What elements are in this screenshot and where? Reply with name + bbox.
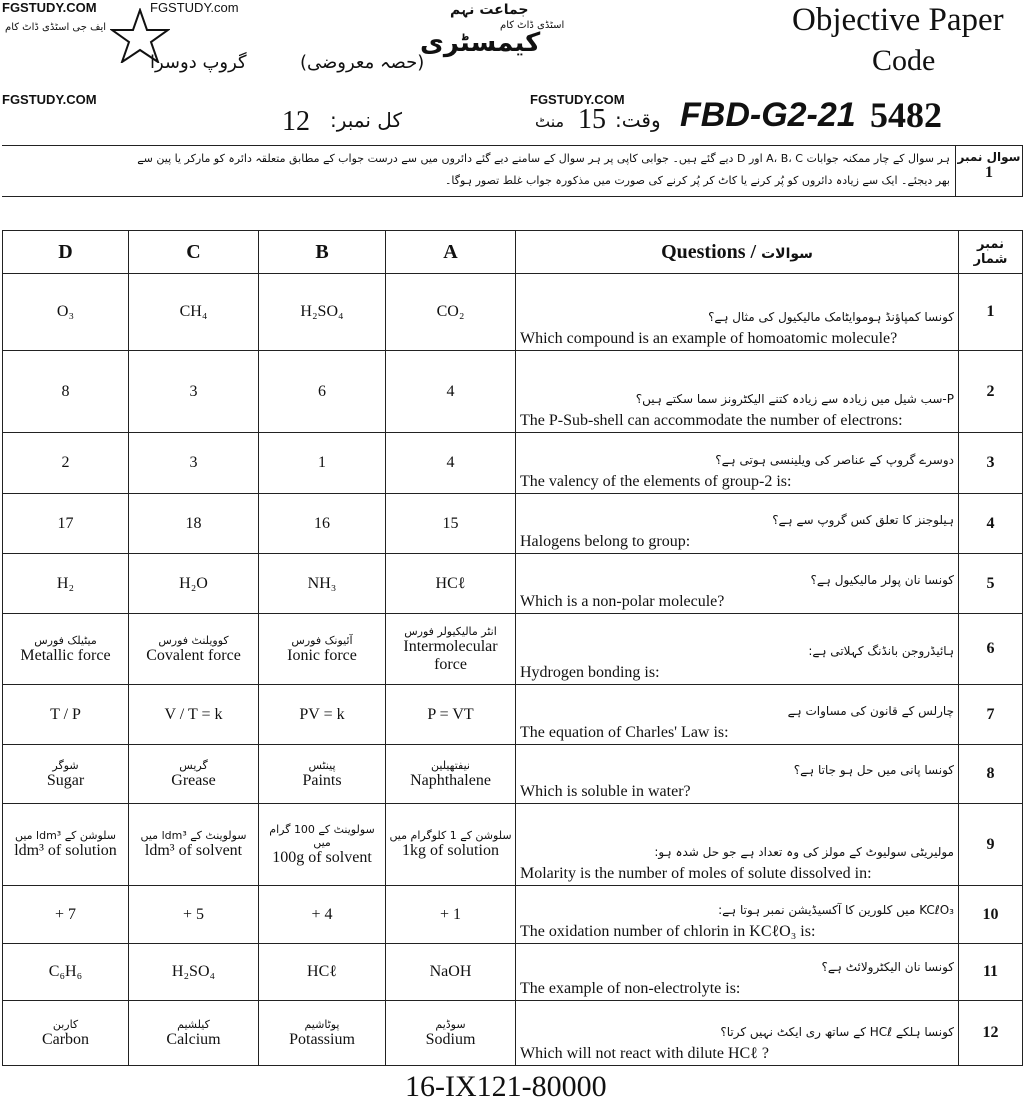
question-urdu: کونسا ہلکے HCℓ کے ساتھ ری ایکٹ نہیں کرتا؟ [720, 1025, 954, 1039]
option-a [386, 433, 516, 494]
instruction-line-1: ہر سوال کے چار ممکنہ جوابات A، B، C اور D دیے گئے ہیں۔ جوابی کاپی پر ہر سوال کے سامنے دیے گئے دائروں میں سے درست جواب کے مطابق متعلقہ دائرہ کو مارکر یا پین سے [137, 152, 950, 165]
option-text: Covalent force [146, 646, 241, 664]
option-d [3, 745, 129, 804]
question [516, 494, 959, 554]
option-text: P = VT [427, 705, 474, 723]
option-text: PV = k [299, 705, 345, 723]
footer-code: 16-IX121-80000 [405, 1070, 607, 1103]
time-value: 15 [578, 104, 606, 135]
option-urdu: سلوشن کے ldm³ میں [14, 829, 117, 842]
group: گروپ دوسرا [150, 52, 247, 73]
question-number: 5 [959, 554, 1023, 614]
option-text: ldm³ of solvent [144, 842, 243, 859]
question-urdu: کونسا نان پولر مالیکیول ہے؟ [810, 573, 954, 587]
questions-label: Questions [661, 240, 746, 263]
question-number: 10 [959, 886, 1023, 944]
total-marks-label: کل نمبر: [330, 108, 402, 132]
option-c [129, 433, 259, 494]
option-c [129, 804, 259, 886]
option-text: H₂SO₄ [300, 303, 344, 320]
question-urdu: کونسا پانی میں حل ہو جاتا ہے؟ [793, 763, 954, 777]
question [516, 614, 959, 685]
option-urdu: کوویلنٹ فورس [158, 633, 229, 647]
option-text: V / T = k [164, 705, 223, 723]
question-english: Which is a non-polar molecule? [520, 593, 725, 610]
option-d [3, 685, 129, 745]
section: (حصہ معروضی) [300, 52, 425, 73]
option-d [3, 1001, 129, 1066]
option-a [386, 745, 516, 804]
option-urdu: شوگر [52, 758, 79, 772]
table-row [3, 554, 1023, 614]
header-number: نمبر شمار [959, 231, 1023, 274]
option-c [129, 614, 259, 685]
option-b [259, 614, 386, 685]
option-b [259, 886, 386, 944]
questions-urdu-label: سوالات [761, 245, 813, 262]
total-marks: 12 [282, 106, 310, 137]
option-text: Potassium [289, 1030, 355, 1048]
table-row [3, 886, 1023, 944]
question-number: 8 [959, 745, 1023, 804]
table-row [3, 1001, 1023, 1066]
time-unit: منٹ [535, 112, 565, 131]
question-english: Which will not react with dilute HCℓ ? [520, 1045, 769, 1062]
question-number: 12 [959, 1001, 1023, 1066]
option-text: C₆H₆ [48, 963, 83, 980]
header-b: B [259, 231, 386, 274]
header-d: D [3, 231, 129, 274]
option-text: + 7 [54, 905, 77, 923]
option-text: + 4 [311, 905, 333, 923]
option-d [3, 494, 129, 554]
option-text: NaOH [429, 963, 472, 980]
option-b [259, 274, 386, 351]
option-urdu: نیفتھیلین [431, 758, 470, 772]
option-text: Sodium [425, 1030, 476, 1048]
option-text: 4 [446, 454, 455, 471]
header-questions [516, 231, 959, 274]
option-text: 1 [318, 454, 326, 471]
question [516, 554, 959, 614]
option-text: H₂SO₄ [171, 963, 216, 980]
option-text: Ionic force [287, 646, 357, 664]
option-urdu: کاربن [52, 1017, 79, 1031]
option-a [386, 1001, 516, 1066]
header-c: C [129, 231, 259, 274]
option-a [386, 886, 516, 944]
option-urdu: سولوینٹ کے 100 گرام میں [269, 822, 375, 849]
option-text: + 1 [439, 905, 462, 923]
question-number: 11 [959, 944, 1023, 1001]
table-row [3, 804, 1023, 886]
option-d [3, 351, 129, 433]
question [516, 351, 959, 433]
question-number-label: سوال نمبر [957, 150, 1021, 164]
option-text: 17 [57, 514, 74, 532]
option-text: Metallic force [20, 646, 111, 664]
option-text: HCℓ [435, 574, 466, 592]
subject: کیمسٹری [420, 28, 541, 58]
question [516, 745, 959, 804]
option-d [3, 804, 129, 886]
site-urdu: اسٹڈی ڈاٹ کام [500, 20, 565, 31]
question-number: 6 [959, 614, 1023, 685]
option-text: Carbon [41, 1030, 90, 1048]
paper-title: Objective Paper [792, 2, 1004, 38]
question-english: The P-Sub-shell can accommodate the number of electrons: [520, 412, 903, 429]
question-english: Which is soluble in water? [520, 783, 691, 800]
question-urdu: ہائیڈروجن بانڈنگ کہلاتی ہے: [808, 644, 954, 658]
option-text: Calcium [166, 1030, 221, 1048]
option-urdu: آئیونک فورس [291, 633, 353, 647]
question-number: 1 [985, 164, 993, 181]
option-d [3, 886, 129, 944]
option-d [3, 274, 129, 351]
option-text: 1kg of solution [402, 842, 499, 859]
watermark: FGSTUDY.COM [2, 92, 97, 107]
option-c [129, 745, 259, 804]
option-urdu: سلوشن کے 1 کلوگرام میں [389, 829, 512, 842]
option-text: H₂ [56, 574, 75, 592]
paper-code-label: Code [872, 44, 936, 77]
handwritten-code: FBD-G2-21 [680, 96, 856, 134]
header-a: A [386, 231, 516, 274]
question [516, 685, 959, 745]
option-text: Naphthalene [410, 771, 491, 789]
question-english: Which compound is an example of homoatomic molecule? [520, 330, 898, 347]
question-english: The example of non-electrolyte is: [520, 980, 741, 997]
option-d [3, 554, 129, 614]
option-urdu: پوٹاشیم [304, 1017, 340, 1031]
option-text: 2 [61, 454, 70, 471]
option-urdu: سولوینٹ کے ldm³ میں [140, 829, 247, 842]
question-number: 3 [959, 433, 1023, 494]
option-b [259, 494, 386, 554]
table-row [3, 433, 1023, 494]
question-urdu: دوسرے گروپ کے عناصر کی ویلینسی ہوتی ہے؟ [715, 453, 954, 467]
option-text: H₂O [179, 574, 208, 592]
option-text: 8 [61, 382, 70, 400]
option-text: T / P [50, 705, 81, 723]
instruction-line-2: بھر دیجئے۔ ایک سے زیادہ دائروں کو پُر کرنے یا کاٹ کر پُر کرنے کی صورت میں مذکورہ جواب غلط تصور ہوگا۔ [444, 174, 950, 187]
option-b [259, 804, 386, 886]
question [516, 944, 959, 1001]
option-b [259, 685, 386, 745]
question-urdu: P-سب شیل میں زیادہ سے زیادہ کتنے الیکٹرونز سما سکتے ہیں؟ [635, 392, 954, 406]
option-text: 3 [189, 454, 198, 471]
option-text: Sugar [46, 771, 85, 789]
option-urdu: گریس [179, 758, 208, 772]
watermark: FGSTUDY.COM [2, 0, 97, 15]
option-b [259, 351, 386, 433]
question-urdu: کونسا کمپاؤنڈ ہوموایٹامک مالیکیول کی مثال ہے؟ [708, 310, 954, 324]
question-english: Molarity is the number of moles of solute dissolved in: [520, 865, 872, 882]
paper-code: 5482 [870, 95, 942, 135]
option-text: Grease [171, 771, 216, 789]
option-text: 16 [314, 514, 330, 532]
question-number: 2 [959, 351, 1023, 433]
option-c [129, 886, 259, 944]
time-label: وقت: [615, 108, 661, 132]
question-urdu: مولیریٹی سولیوٹ کے مولز کی وہ تعداد ہے جو حل شدہ ہو: [654, 845, 954, 859]
instructions-box [2, 145, 1023, 197]
option-a [386, 804, 516, 886]
questions-table [2, 230, 1023, 1066]
option-text: 18 [185, 514, 202, 532]
option-b [259, 1001, 386, 1066]
question-english: The equation of Charles' Law is: [520, 724, 729, 741]
option-d [3, 614, 129, 685]
question-number: 4 [959, 494, 1023, 554]
option-text: Paints [302, 771, 342, 789]
question [516, 886, 959, 944]
option-urdu: میٹیلک فورس [34, 633, 97, 647]
question-english: The oxidation number of chlorin in KCℓO₃ is: [520, 923, 816, 940]
question-urdu: KCℓO₃ میں کلورین کا آکسیڈیشن نمبر ہوتا ہے: [718, 903, 954, 917]
question-number: 7 [959, 685, 1023, 745]
option-d [3, 944, 129, 1001]
question [516, 433, 959, 494]
table-row [3, 351, 1023, 433]
option-a [386, 494, 516, 554]
option-c [129, 944, 259, 1001]
option-urdu: پینٹس [308, 758, 336, 772]
table-row [3, 944, 1023, 1001]
option-c [129, 494, 259, 554]
table-row [3, 614, 1023, 685]
site-urdu-left: ایف جی اسٹڈی ڈاٹ کام [5, 22, 107, 33]
option-text: 6 [318, 382, 326, 400]
option-b [259, 554, 386, 614]
option-urdu: انٹر مالیکیولر فورس [404, 624, 497, 638]
question [516, 804, 959, 886]
question-urdu: کونسا نان الیکٹرولائٹ ہے؟ [821, 960, 954, 974]
option-urdu: کیلشیم [177, 1017, 210, 1031]
question-number: 9 [959, 804, 1023, 886]
option-a [386, 685, 516, 745]
option-c [129, 1001, 259, 1066]
option-a [386, 274, 516, 351]
question-urdu: چارلس کے قانون کی مساوات ہے [787, 704, 954, 718]
table-row [3, 494, 1023, 554]
table-row [3, 685, 1023, 745]
slash: / [750, 240, 757, 263]
option-text: 100g of solvent [272, 848, 372, 866]
option-text: HCℓ [307, 963, 337, 980]
table-row [3, 745, 1023, 804]
option-d [3, 433, 129, 494]
option-b [259, 745, 386, 804]
option-text: CO₂ [436, 303, 465, 320]
question [516, 1001, 959, 1066]
option-text: Intermolecular force [403, 637, 498, 673]
option-a [386, 614, 516, 685]
option-a [386, 944, 516, 1001]
question [516, 274, 959, 351]
option-text: NH₃ [307, 574, 337, 592]
option-b [259, 433, 386, 494]
question-number: 1 [959, 274, 1023, 351]
question-english: Hydrogen bonding is: [520, 664, 660, 681]
option-urdu: سوڈیم [435, 1017, 466, 1031]
option-a [386, 351, 516, 433]
option-text: ldm³ of solution [14, 842, 117, 859]
class-label: جماعت نہم [450, 2, 529, 18]
watermark: FGSTUDY.COM [530, 92, 625, 107]
option-text: 3 [189, 382, 198, 400]
option-text: + 5 [182, 905, 205, 923]
option-text: 4 [446, 382, 455, 400]
option-c [129, 274, 259, 351]
question-english: The valency of the elements of group-2 is: [520, 473, 792, 490]
watermark-small: FGSTUDY.com [150, 0, 239, 15]
option-b [259, 944, 386, 1001]
option-c [129, 554, 259, 614]
question-english: Halogens belong to group: [520, 533, 691, 550]
option-text: O₃ [56, 303, 75, 320]
option-text: CH₄ [179, 303, 208, 320]
question-urdu: ہیلوجنز کا تعلق کس گروپ سے ہے؟ [772, 513, 954, 527]
table-row [3, 274, 1023, 351]
option-c [129, 685, 259, 745]
option-a [386, 554, 516, 614]
option-text: 15 [442, 514, 459, 532]
option-c [129, 351, 259, 433]
